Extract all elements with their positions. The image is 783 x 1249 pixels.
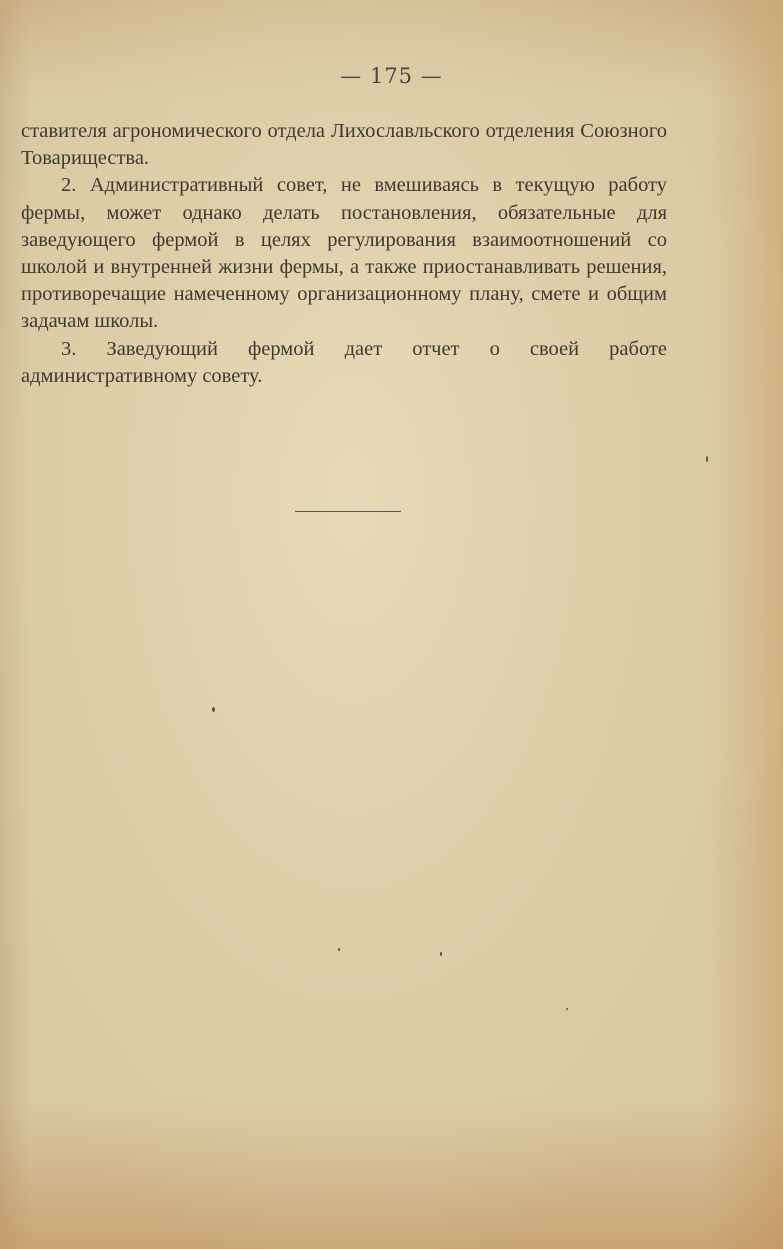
paper-speck xyxy=(338,948,340,951)
page-number: — 175 — xyxy=(340,64,443,88)
body-text xyxy=(21,118,667,390)
paragraph-item-2: 2. Административный совет, не вмешиваясь в текущую работу фермы, может однако делать постановления, обязательные для заведующего фермой в целях регулирования взаимоотношений со школой и внутренней жизни фермы, а также приостанавливать решения, противоречащие намеченному организационному плану, смете и общим задачам школы. xyxy=(21,174,667,333)
paper-speck xyxy=(706,456,708,462)
paper-speck xyxy=(440,952,442,956)
section-divider-rule xyxy=(295,511,401,512)
paragraph-continuation: ставителя агрономического отдела Лихославльского отделения Союзного Товарищества. xyxy=(21,120,667,170)
paragraph-item-3: 3. Заведующий фермой дает отчет о своей работе административному совету. xyxy=(21,337,667,387)
paper-speck xyxy=(212,707,215,712)
paper-speck xyxy=(566,1008,568,1010)
